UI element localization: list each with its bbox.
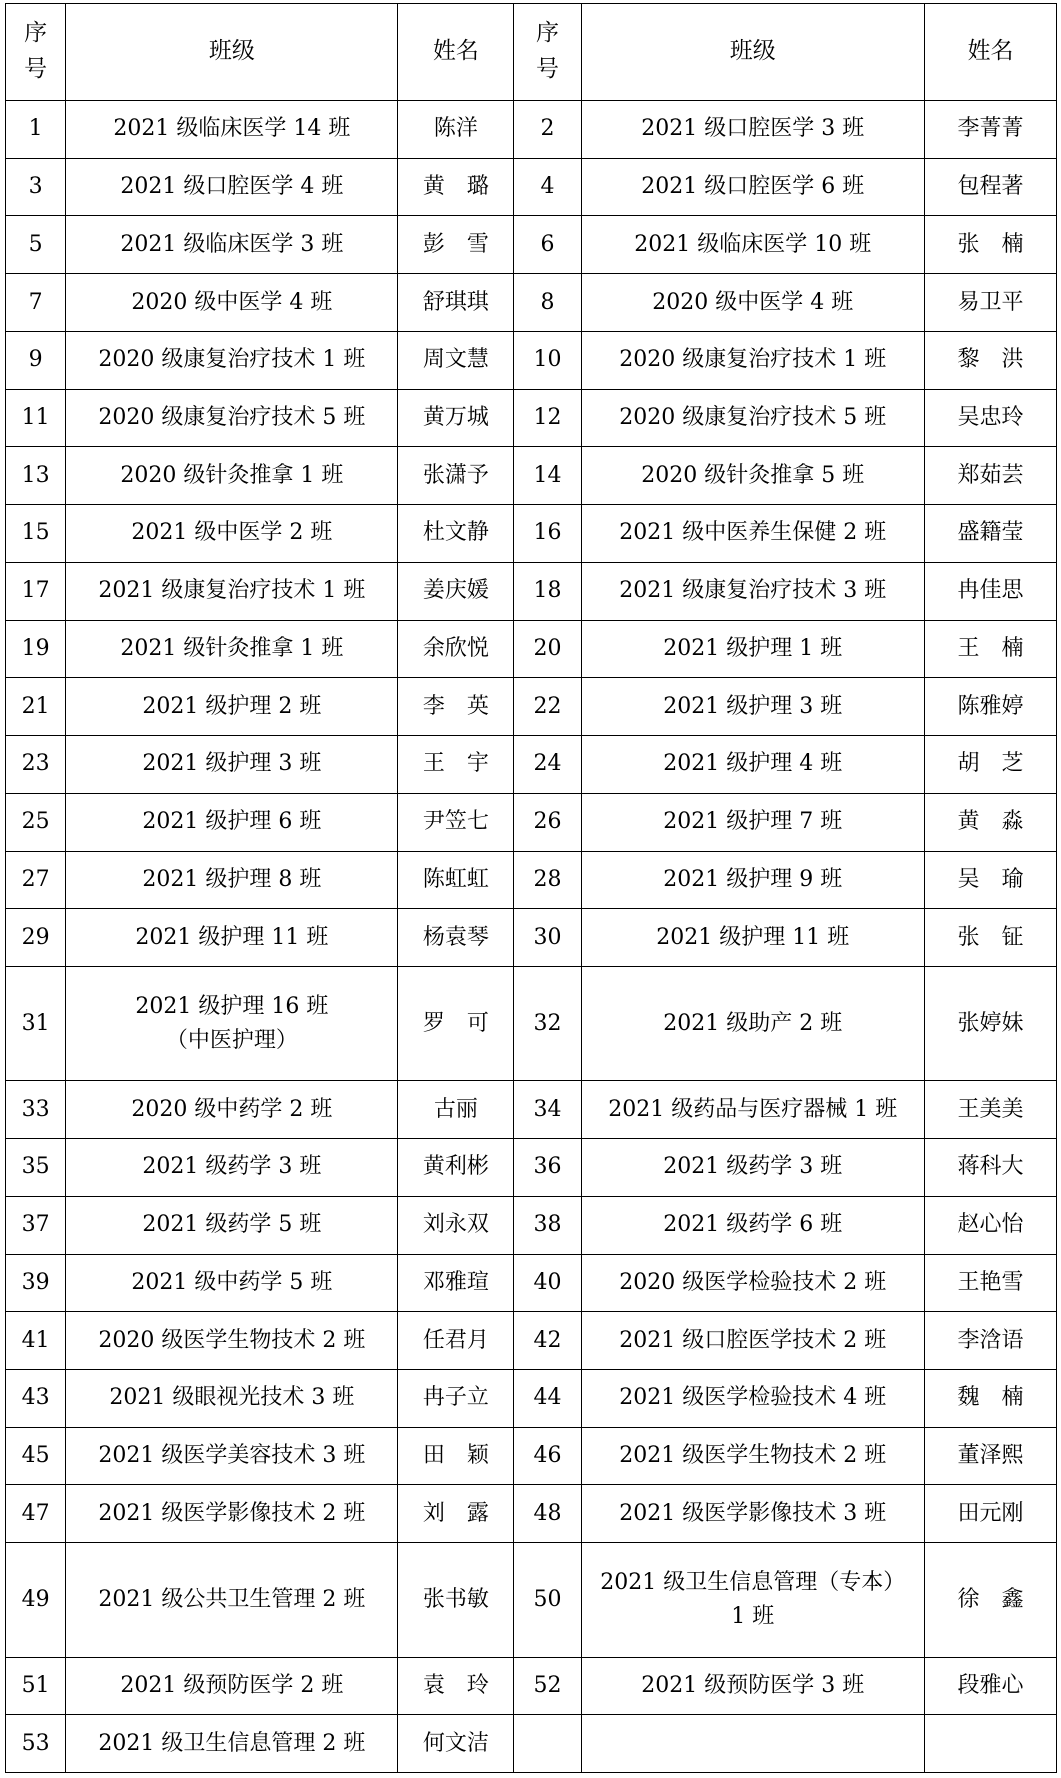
seq-cell-left: 31 <box>6 967 66 1081</box>
class-cell-right: 2021 级护理 7 班 <box>581 793 925 851</box>
seq-cell-right: 18 <box>514 562 581 620</box>
table-row <box>6 1196 1057 1254</box>
name-cell-right: 张婷妹 <box>925 967 1057 1081</box>
class-cell-right <box>581 1715 925 1773</box>
header-seq-left <box>6 4 66 101</box>
class-cell-right: 2021 级预防医学 3 班 <box>581 1657 925 1715</box>
seq-cell-left: 25 <box>6 793 66 851</box>
name-cell-right: 田元刚 <box>925 1485 1057 1543</box>
seq-cell-right: 4 <box>514 158 581 216</box>
table-row <box>6 331 1057 389</box>
seq-cell-left: 39 <box>6 1254 66 1312</box>
class-cell-left: 2021 级医学影像技术 2 班 <box>66 1485 398 1543</box>
class-cell-left: 2021 级眼视光技术 3 班 <box>66 1370 398 1428</box>
class-cell-left: 2021 级医学美容技术 3 班 <box>66 1427 398 1485</box>
table-row <box>6 1485 1057 1543</box>
seq-cell-right: 40 <box>514 1254 581 1312</box>
class-cell-left: 2020 级中药学 2 班 <box>66 1081 398 1139</box>
table-row <box>6 1715 1057 1773</box>
name-cell-right: 吴 瑜 <box>925 851 1057 909</box>
seq-cell-right: 6 <box>514 216 581 274</box>
name-cell-left: 姜庆媛 <box>398 562 514 620</box>
seq-cell-left: 45 <box>6 1427 66 1485</box>
class-cell-right: 2021 级卫生信息管理（专本） 1 班 <box>581 1543 925 1657</box>
class-cell-left: 2021 级卫生信息管理 2 班 <box>66 1715 398 1773</box>
class-cell-left: 2020 级医学生物技术 2 班 <box>66 1312 398 1370</box>
seq-cell-right: 42 <box>514 1312 581 1370</box>
class-cell-left: 2021 级护理 16 班 （中医护理） <box>66 967 398 1081</box>
table-row <box>6 793 1057 851</box>
seq-cell-right: 14 <box>514 447 581 505</box>
name-cell-right: 段雅心 <box>925 1657 1057 1715</box>
header-row <box>6 4 1057 101</box>
class-cell-left: 2021 级护理 8 班 <box>66 851 398 909</box>
class-cell-right: 2021 级医学影像技术 3 班 <box>581 1485 925 1543</box>
seq-cell-left: 13 <box>6 447 66 505</box>
class-cell-right: 2021 级护理 11 班 <box>581 909 925 967</box>
name-cell-left: 周文慧 <box>398 331 514 389</box>
class-cell-left: 2021 级药学 3 班 <box>66 1139 398 1197</box>
seq-cell-right: 20 <box>514 620 581 678</box>
seq-cell-right: 36 <box>514 1139 581 1197</box>
name-cell-left: 王 宇 <box>398 736 514 794</box>
name-cell-left: 尹笠七 <box>398 793 514 851</box>
header-seq-right-text: 序 号 <box>535 20 559 82</box>
name-cell-left: 任君月 <box>398 1312 514 1370</box>
seq-cell-right: 32 <box>514 967 581 1081</box>
name-cell-left: 古丽 <box>398 1081 514 1139</box>
name-cell-right: 张 楠 <box>925 216 1057 274</box>
class-cell-right: 2021 级口腔医学 3 班 <box>581 101 925 159</box>
class-cell-right: 2021 级药品与医疗器械 1 班 <box>581 1081 925 1139</box>
table-row <box>6 505 1057 563</box>
name-cell-left: 黄 璐 <box>398 158 514 216</box>
table-row <box>6 562 1057 620</box>
seq-cell-right: 16 <box>514 505 581 563</box>
class-cell-left: 2021 级公共卫生管理 2 班 <box>66 1543 398 1657</box>
name-cell-left: 余欣悦 <box>398 620 514 678</box>
seq-cell-left: 27 <box>6 851 66 909</box>
table-row <box>6 447 1057 505</box>
class-cell-right: 2021 级口腔医学技术 2 班 <box>581 1312 925 1370</box>
class-cell-right: 2021 级医学生物技术 2 班 <box>581 1427 925 1485</box>
header-class-right: 班级 <box>581 4 925 101</box>
name-cell-right: 胡 芝 <box>925 736 1057 794</box>
table-row <box>6 1543 1057 1657</box>
name-cell-right: 王艳雪 <box>925 1254 1057 1312</box>
seq-cell-right: 22 <box>514 678 581 736</box>
name-cell-right: 董泽熙 <box>925 1427 1057 1485</box>
class-cell-left: 2021 级针灸推拿 1 班 <box>66 620 398 678</box>
table-row <box>6 274 1057 332</box>
seq-cell-right: 26 <box>514 793 581 851</box>
name-cell-right: 王美美 <box>925 1081 1057 1139</box>
table-row <box>6 967 1057 1081</box>
name-cell-left: 舒琪琪 <box>398 274 514 332</box>
name-cell-left: 袁 玲 <box>398 1657 514 1715</box>
seq-cell-left: 9 <box>6 331 66 389</box>
table-row <box>6 1657 1057 1715</box>
seq-cell-right: 46 <box>514 1427 581 1485</box>
name-cell-left: 彭 雪 <box>398 216 514 274</box>
table-row <box>6 1427 1057 1485</box>
seq-cell-right: 38 <box>514 1196 581 1254</box>
table-row <box>6 851 1057 909</box>
class-cell-right: 2021 级临床医学 10 班 <box>581 216 925 274</box>
name-cell-right: 黄 淼 <box>925 793 1057 851</box>
class-cell-right: 2021 级护理 1 班 <box>581 620 925 678</box>
class-cell-left: 2021 级护理 6 班 <box>66 793 398 851</box>
class-cell-right: 2021 级护理 3 班 <box>581 678 925 736</box>
class-cell-right: 2021 级口腔医学 6 班 <box>581 158 925 216</box>
name-cell-left: 陈洋 <box>398 101 514 159</box>
table-row <box>6 1312 1057 1370</box>
seq-cell-right: 50 <box>514 1543 581 1657</box>
class-cell-left: 2021 级口腔医学 4 班 <box>66 158 398 216</box>
name-cell-right: 魏 楠 <box>925 1370 1057 1428</box>
name-cell-right: 盛籍莹 <box>925 505 1057 563</box>
name-cell-left: 刘 露 <box>398 1485 514 1543</box>
table-row <box>6 389 1057 447</box>
name-cell-right: 郑茹芸 <box>925 447 1057 505</box>
table-row <box>6 1254 1057 1312</box>
class-cell-left: 2020 级康复治疗技术 5 班 <box>66 389 398 447</box>
class-cell-left: 2021 级康复治疗技术 1 班 <box>66 562 398 620</box>
roster-body <box>6 101 1057 1773</box>
class-cell-right: 2021 级中医养生保健 2 班 <box>581 505 925 563</box>
class-cell-left: 2021 级中医学 2 班 <box>66 505 398 563</box>
seq-cell-left: 49 <box>6 1543 66 1657</box>
name-cell-right: 易卫平 <box>925 274 1057 332</box>
seq-cell-left: 17 <box>6 562 66 620</box>
seq-cell-right: 10 <box>514 331 581 389</box>
header-name-left: 姓名 <box>398 4 514 101</box>
class-cell-left: 2021 级临床医学 3 班 <box>66 216 398 274</box>
class-cell-right: 2021 级药学 3 班 <box>581 1139 925 1197</box>
seq-cell-left: 29 <box>6 909 66 967</box>
seq-cell-left: 33 <box>6 1081 66 1139</box>
name-cell-left: 黄利彬 <box>398 1139 514 1197</box>
name-cell-left: 田 颖 <box>398 1427 514 1485</box>
table-row <box>6 1370 1057 1428</box>
name-cell-left: 李 英 <box>398 678 514 736</box>
seq-cell-left: 3 <box>6 158 66 216</box>
class-cell-left: 2021 级药学 5 班 <box>66 1196 398 1254</box>
seq-cell-right <box>514 1715 581 1773</box>
class-cell-right: 2021 级医学检验技术 4 班 <box>581 1370 925 1428</box>
seq-cell-left: 35 <box>6 1139 66 1197</box>
seq-cell-right: 48 <box>514 1485 581 1543</box>
class-cell-left: 2021 级临床医学 14 班 <box>66 101 398 159</box>
seq-cell-right: 28 <box>514 851 581 909</box>
name-cell-right: 吴忠玲 <box>925 389 1057 447</box>
name-cell-right <box>925 1715 1057 1773</box>
seq-cell-left: 11 <box>6 389 66 447</box>
name-cell-left: 罗 可 <box>398 967 514 1081</box>
class-cell-left: 2021 级护理 2 班 <box>66 678 398 736</box>
class-cell-right: 2021 级护理 9 班 <box>581 851 925 909</box>
table-row <box>6 1139 1057 1197</box>
seq-cell-right: 34 <box>514 1081 581 1139</box>
table-row <box>6 678 1057 736</box>
name-cell-right: 赵心怡 <box>925 1196 1057 1254</box>
table-row <box>6 909 1057 967</box>
name-cell-left: 何文洁 <box>398 1715 514 1773</box>
name-cell-left: 杜文静 <box>398 505 514 563</box>
name-cell-right: 蒋科大 <box>925 1139 1057 1197</box>
class-cell-left: 2021 级中药学 5 班 <box>66 1254 398 1312</box>
seq-cell-left: 19 <box>6 620 66 678</box>
class-cell-left: 2021 级预防医学 2 班 <box>66 1657 398 1715</box>
seq-cell-left: 51 <box>6 1657 66 1715</box>
seq-cell-right: 30 <box>514 909 581 967</box>
class-cell-right: 2021 级康复治疗技术 3 班 <box>581 562 925 620</box>
name-cell-left: 张书敏 <box>398 1543 514 1657</box>
table-row <box>6 620 1057 678</box>
class-cell-left: 2021 级护理 3 班 <box>66 736 398 794</box>
seq-cell-left: 15 <box>6 505 66 563</box>
table-row <box>6 158 1057 216</box>
roster-table <box>5 3 1057 1773</box>
seq-cell-left: 23 <box>6 736 66 794</box>
class-cell-right: 2020 级康复治疗技术 1 班 <box>581 331 925 389</box>
table-row <box>6 736 1057 794</box>
seq-cell-right: 44 <box>514 1370 581 1428</box>
seq-cell-left: 43 <box>6 1370 66 1428</box>
name-cell-left: 黄万城 <box>398 389 514 447</box>
name-cell-left: 邓雅瑄 <box>398 1254 514 1312</box>
name-cell-right: 李浛语 <box>925 1312 1057 1370</box>
seq-cell-left: 41 <box>6 1312 66 1370</box>
class-cell-right: 2020 级康复治疗技术 5 班 <box>581 389 925 447</box>
class-cell-right: 2021 级助产 2 班 <box>581 967 925 1081</box>
name-cell-right: 张 钲 <box>925 909 1057 967</box>
table-row <box>6 216 1057 274</box>
seq-cell-right: 12 <box>514 389 581 447</box>
seq-cell-right: 8 <box>514 274 581 332</box>
table-row <box>6 1081 1057 1139</box>
name-cell-right: 包程著 <box>925 158 1057 216</box>
header-seq-left-text: 序 号 <box>24 20 48 82</box>
seq-cell-right: 24 <box>514 736 581 794</box>
seq-cell-left: 37 <box>6 1196 66 1254</box>
name-cell-left: 冉子立 <box>398 1370 514 1428</box>
header-class-left: 班级 <box>66 4 398 101</box>
seq-cell-left: 7 <box>6 274 66 332</box>
name-cell-left: 刘永双 <box>398 1196 514 1254</box>
header-seq-right <box>514 4 581 101</box>
seq-cell-left: 5 <box>6 216 66 274</box>
class-cell-right: 2020 级针灸推拿 5 班 <box>581 447 925 505</box>
seq-cell-left: 47 <box>6 1485 66 1543</box>
class-cell-right: 2021 级药学 6 班 <box>581 1196 925 1254</box>
header-name-right: 姓名 <box>925 4 1057 101</box>
seq-cell-left: 1 <box>6 101 66 159</box>
name-cell-left: 陈虹虹 <box>398 851 514 909</box>
seq-cell-right: 2 <box>514 101 581 159</box>
class-cell-left: 2021 级护理 11 班 <box>66 909 398 967</box>
seq-cell-left: 21 <box>6 678 66 736</box>
class-cell-right: 2020 级医学检验技术 2 班 <box>581 1254 925 1312</box>
name-cell-left: 杨袁琴 <box>398 909 514 967</box>
name-cell-right: 冉佳思 <box>925 562 1057 620</box>
class-cell-right: 2020 级中医学 4 班 <box>581 274 925 332</box>
seq-cell-right: 52 <box>514 1657 581 1715</box>
name-cell-left: 张潇予 <box>398 447 514 505</box>
name-cell-right: 陈雅婷 <box>925 678 1057 736</box>
class-cell-right: 2021 级护理 4 班 <box>581 736 925 794</box>
name-cell-right: 李菁菁 <box>925 101 1057 159</box>
class-cell-left: 2020 级中医学 4 班 <box>66 274 398 332</box>
table-row <box>6 101 1057 159</box>
name-cell-right: 徐 鑫 <box>925 1543 1057 1657</box>
class-cell-left: 2020 级康复治疗技术 1 班 <box>66 331 398 389</box>
name-cell-right: 王 楠 <box>925 620 1057 678</box>
seq-cell-left: 53 <box>6 1715 66 1773</box>
class-cell-left: 2020 级针灸推拿 1 班 <box>66 447 398 505</box>
name-cell-right: 黎 洪 <box>925 331 1057 389</box>
